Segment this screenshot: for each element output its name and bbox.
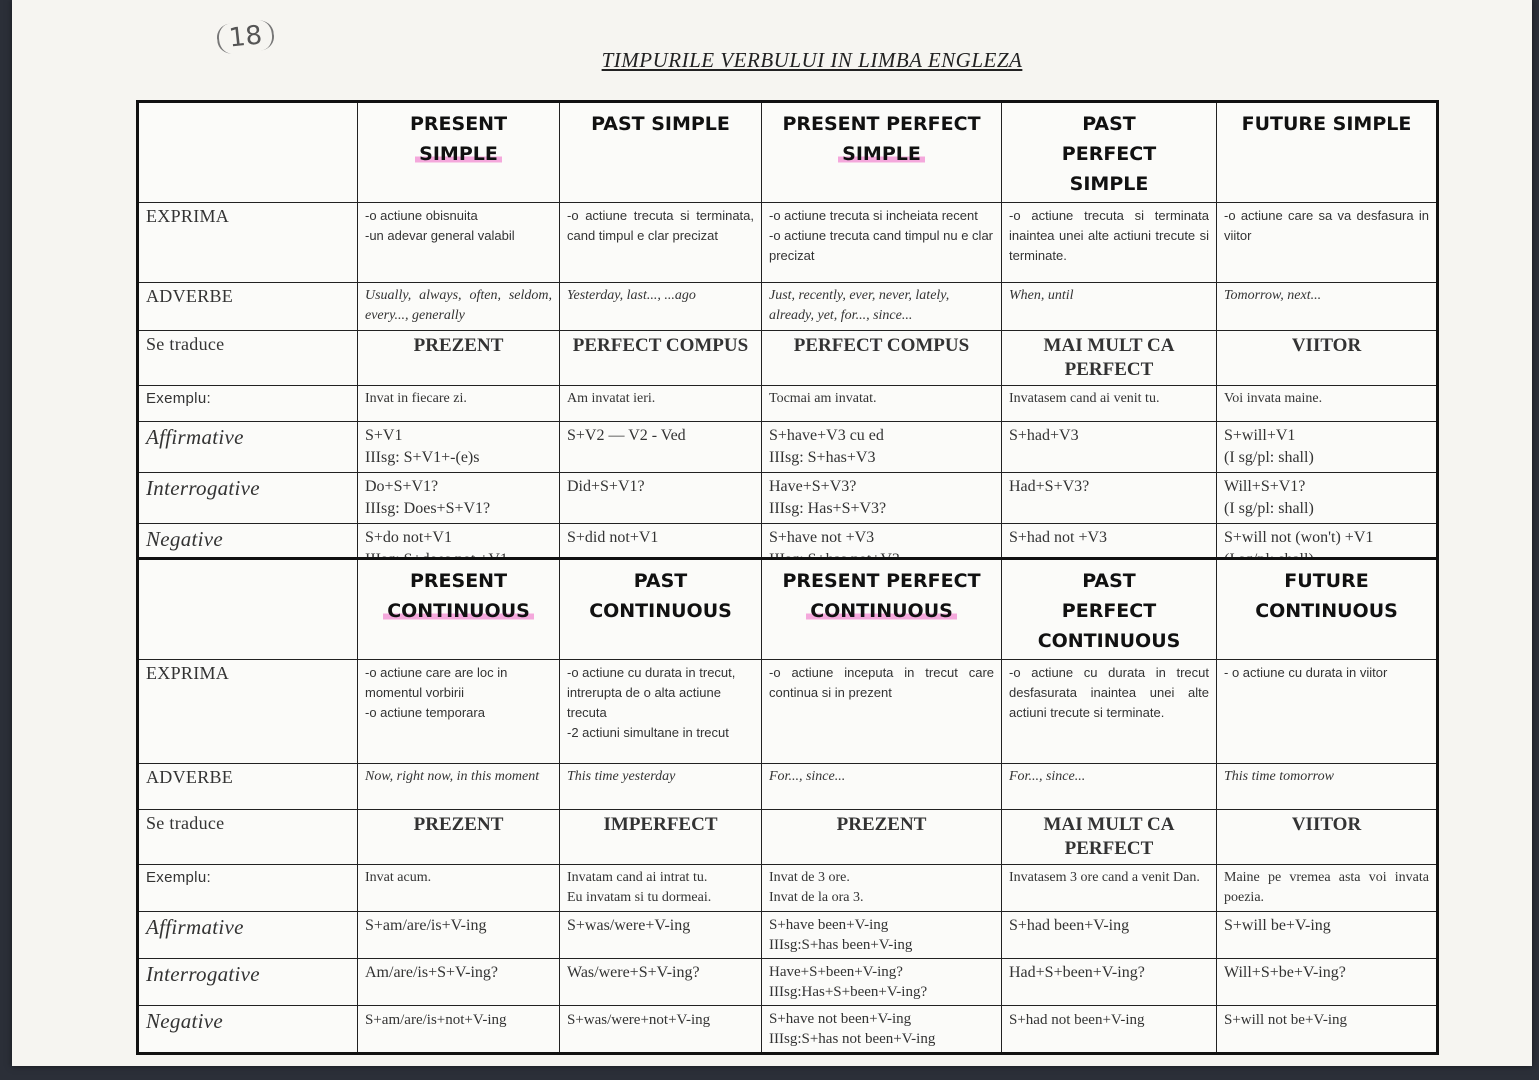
cell: Invatam cand ai intrat tu. Eu invatam si tu dormeai.	[560, 865, 762, 912]
cell: This time yesterday	[560, 764, 762, 810]
cell: Invatasem cand ai venit tu.	[1002, 386, 1217, 422]
header-future-simple: FUTURE SIMPLE	[1217, 102, 1438, 203]
cell: S+was/were+not+V-ing	[560, 1006, 762, 1054]
cell: Now, right now, in this moment	[358, 764, 560, 810]
simple-tenses-table	[136, 100, 1439, 577]
cell: -o actiune care sa va desfasura in viitor	[1217, 203, 1438, 283]
cell: S+will+V1 (I sg/pl: shall)	[1217, 422, 1438, 473]
cell: -o actiune trecuta si incheiata recent -o actiune trecuta cand timpul nu e clar precizat	[762, 203, 1002, 283]
cell: Tomorrow, next...	[1217, 283, 1438, 331]
cell: Will+S+be+V-ing?	[1217, 959, 1438, 1006]
row-label-interrogative: Interrogative	[138, 473, 358, 524]
header-future-continuous: FUTURE CONTINUOUS	[1217, 559, 1438, 660]
continuous-tenses-table	[136, 557, 1439, 1055]
cell: Am/are/is+S+V-ing?	[358, 959, 560, 1006]
cell: -o actiune cu durata in trecut, intrerupta de o alta actiune trecuta -2 actiuni simultane in trecut	[560, 660, 762, 764]
cell: -o actiune trecuta si terminata, cand timpul e clar precizat	[560, 203, 762, 283]
cell: S+had+V3	[1002, 422, 1217, 473]
cell: - o actiune cu durata in viitor	[1217, 660, 1438, 764]
header-past-continuous: PAST CONTINUOUS	[560, 559, 762, 660]
cell: S+had been+V-ing	[1002, 912, 1217, 959]
header-past-perfect-simple: PAST PERFECT SIMPLE	[1002, 102, 1217, 203]
cell: Am invatat ieri.	[560, 386, 762, 422]
cell: For..., since...	[762, 764, 1002, 810]
cell: S+do not+V1	[358, 524, 560, 576]
header-row	[138, 559, 1438, 660]
row-label-exprima: EXPRIMA	[138, 660, 358, 764]
cell: -o actiune care are loc in momentul vorbirii -o actiune temporara	[358, 660, 560, 764]
cell: MAI MULT CA PERFECT	[1002, 331, 1217, 386]
cell: MAI MULT CA PERFECT	[1002, 810, 1217, 865]
affirmative-row	[138, 422, 1438, 473]
corner-cell	[138, 102, 358, 203]
cell: Tocmai am invatat.	[762, 386, 1002, 422]
cell: Invat acum.	[358, 865, 560, 912]
exprima-row	[138, 660, 1438, 764]
interrogative-row	[138, 473, 1438, 524]
cell: S+had not +V3	[1002, 524, 1217, 576]
cell: Just, recently, ever, never, lately, already, yet, for..., since...	[762, 283, 1002, 331]
row-label-affirmative: Affirmative	[138, 422, 358, 473]
row-label-adverbe: ADVERBE	[138, 764, 358, 810]
cell: -o actiune cu durata in trecut desfasurata inaintea unei alte actiuni trecute si terminate.	[1002, 660, 1217, 764]
adverbe-row	[138, 283, 1438, 331]
cell: VIITOR	[1217, 331, 1438, 386]
cell: For..., since...	[1002, 764, 1217, 810]
row-label-adverbe: ADVERBE	[138, 283, 358, 331]
cell: Will+S+V1? (I sg/pl: shall)	[1217, 473, 1438, 524]
cell: S+will not (won't) +V1	[1217, 524, 1438, 576]
cell: Was/were+S+V-ing?	[560, 959, 762, 1006]
cell: -o actiune trecuta si terminata inaintea unei alte actiuni trecute si terminate.	[1002, 203, 1217, 283]
cell: S+have been+V-ing IIIsg:S+has been+V-ing	[762, 912, 1002, 959]
cell: Have+S+V3? IIIsg: Has+S+V3?	[762, 473, 1002, 524]
cell: S+did not+V1	[560, 524, 762, 576]
cell: Had+S+been+V-ing?	[1002, 959, 1217, 1006]
se-traduce-row	[138, 331, 1438, 386]
cell: -o actiune obisnuita -un adevar general valabil	[358, 203, 560, 283]
header-present-perfect-continuous: PRESENT PERFECT CONTINUOUS	[762, 559, 1002, 660]
cell: PERFECT COMPUS	[560, 331, 762, 386]
row-label-negative: Negative	[138, 524, 358, 576]
cell: S+had not been+V-ing	[1002, 1006, 1217, 1054]
cell: S+will be+V-ing	[1217, 912, 1438, 959]
header-present-perfect-simple: PRESENT PERFECT SIMPLE	[762, 102, 1002, 203]
row-label-se-traduce: Se traduce	[138, 331, 358, 386]
row-label-exemplu: Exemplu:	[138, 386, 358, 422]
row-label-interrogative: Interrogative	[138, 959, 358, 1006]
cell: Usually, always, often, seldom, every..., generally	[358, 283, 560, 331]
cell: S+V2 — V2 - Ved	[560, 422, 762, 473]
row-label-affirmative: Affirmative	[138, 912, 358, 959]
cell: Invat in fiecare zi.	[358, 386, 560, 422]
row-label-exprima: EXPRIMA	[138, 203, 358, 283]
cell: Invatasem 3 ore cand a venit Dan.	[1002, 865, 1217, 912]
cell: PREZENT	[762, 810, 1002, 865]
exemplu-row	[138, 386, 1438, 422]
cell: This time tomorrow	[1217, 764, 1438, 810]
negative-row	[138, 1006, 1438, 1054]
exemplu-row	[138, 865, 1438, 912]
adverbe-row	[138, 764, 1438, 810]
cell: S+am/are/is+V-ing	[358, 912, 560, 959]
header-row	[138, 102, 1438, 203]
cell: Yesterday, last..., ...ago	[560, 283, 762, 331]
header-past-simple: PAST SIMPLE	[560, 102, 762, 203]
page-number: 18	[216, 19, 276, 55]
cell: Invat de 3 ore. Invat de la ora 3.	[762, 865, 1002, 912]
cell: PREZENT	[358, 810, 560, 865]
row-label-exemplu: Exemplu:	[138, 865, 358, 912]
affirmative-row	[138, 912, 1438, 959]
exprima-row	[138, 203, 1438, 283]
cell: S+am/are/is+not+V-ing	[358, 1006, 560, 1054]
cell: Maine pe vremea asta voi invata poezia.	[1217, 865, 1438, 912]
interrogative-row	[138, 959, 1438, 1006]
cell: -o actiune inceputa in trecut care continua si in prezent	[762, 660, 1002, 764]
cell: Did+S+V1?	[560, 473, 762, 524]
row-label-se-traduce: Se traduce	[138, 810, 358, 865]
cell: IMPERFECT	[560, 810, 762, 865]
cell: S+will not be+V-ing	[1217, 1006, 1438, 1054]
corner-cell	[138, 559, 358, 660]
cell: VIITOR	[1217, 810, 1438, 865]
header-present-simple: PRESENT SIMPLE	[358, 102, 560, 203]
row-label-negative: Negative	[138, 1006, 358, 1054]
header-present-continuous: PRESENT CONTINUOUS	[358, 559, 560, 660]
cell: S+have not been+V-ing IIIsg:S+has not been+V-ing	[762, 1006, 1002, 1054]
cell: S+have+V3 cu ed IIIsg: S+has+V3	[762, 422, 1002, 473]
cell: Have+S+been+V-ing? IIIsg:Has+S+been+V-ing?	[762, 959, 1002, 1006]
cell: S+was/were+V-ing	[560, 912, 762, 959]
header-past-perfect-continuous: PAST PERFECT CONTINUOUS	[1002, 559, 1217, 660]
cell: Had+S+V3?	[1002, 473, 1217, 524]
cell: Do+S+V1? IIIsg: Does+S+V1?	[358, 473, 560, 524]
cell: Voi invata maine.	[1217, 386, 1438, 422]
cell: S+have not +V3	[762, 524, 1002, 576]
cell: PERFECT COMPUS	[762, 331, 1002, 386]
cell: When, until	[1002, 283, 1217, 331]
cell: PREZENT	[358, 331, 560, 386]
document-title: TIMPURILE VERBULUI IN LIMBA ENGLEZA	[601, 48, 1023, 72]
se-traduce-row	[138, 810, 1438, 865]
cell: S+V1 IIIsg: S+V1+-(e)s	[358, 422, 560, 473]
